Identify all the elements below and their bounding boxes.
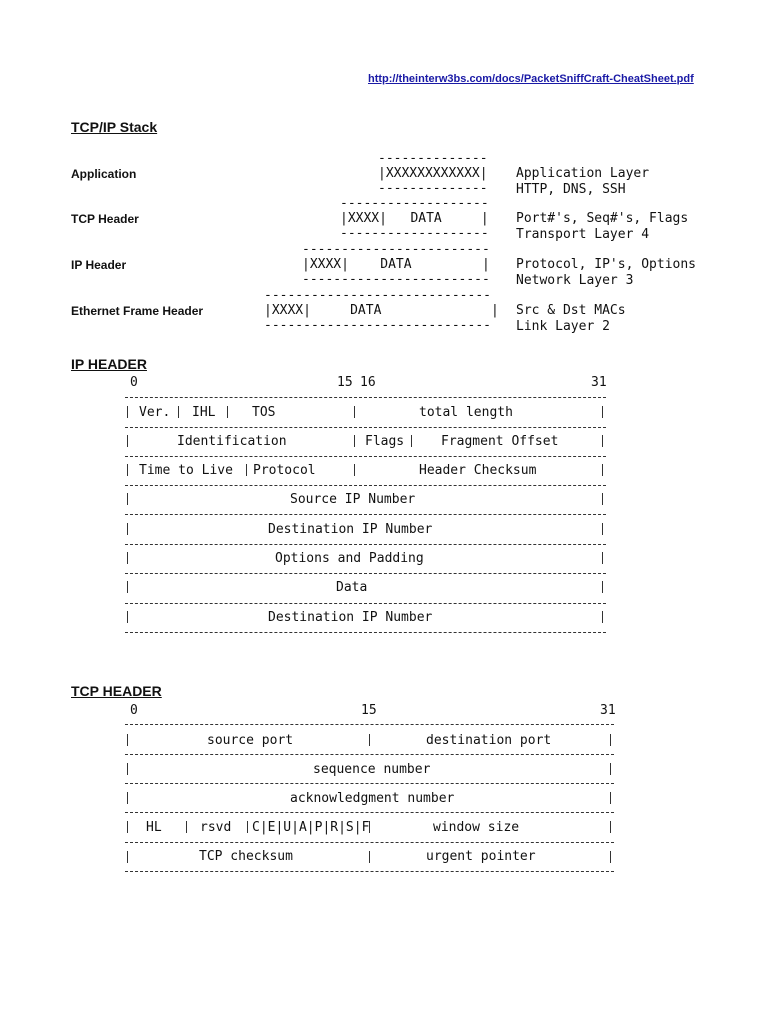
- tcp-bit-0: 0: [130, 703, 138, 718]
- ip-bit-15: 15: [337, 375, 353, 390]
- ip-field-protocol: Protocol: [253, 463, 316, 478]
- tcp-field-rsvd: rsvd: [200, 820, 232, 835]
- ip-bit-0: 0: [130, 375, 138, 390]
- stack-box-ethernet: ----------------------------- |XXXX| DATA | -----------------------------: [264, 288, 499, 333]
- stack-desc-application: Application Layer HTTP, DNS, SSH: [516, 166, 650, 197]
- stack-desc-tcp: Port#'s, Seq#'s, Flags Transport Layer 4: [516, 211, 689, 242]
- tcp-field-source-port: source port: [207, 733, 294, 748]
- ip-header-heading: IP HEADER: [71, 356, 147, 372]
- ip-field-destination-ip-2: Destination IP Number: [268, 610, 433, 625]
- stack-box-application: -------------- |XXXXXXXXXXXX| --------------: [378, 151, 488, 196]
- tcpip-stack-heading: TCP/IP Stack: [71, 119, 158, 135]
- tcp-field-checksum: TCP checksum: [199, 849, 293, 864]
- stack-label-ip: IP Header: [71, 258, 127, 272]
- tcp-bit-31: 31: [600, 703, 616, 718]
- tcp-field-destination-port: destination port: [426, 733, 552, 748]
- cheatsheet-link[interactable]: http://theinterw3bs.com/docs/PacketSniffCraft-CheatSheet.pdf: [368, 73, 694, 85]
- ip-field-tos: TOS: [252, 405, 276, 420]
- stack-box-tcp: ------------------- |XXXX| DATA | -------------------: [340, 196, 489, 241]
- tcp-field-ack-number: acknowledgment number: [290, 791, 455, 806]
- stack-desc-ethernet: Src & Dst MACs Link Layer 2: [516, 303, 626, 334]
- stack-label-application: Application: [71, 167, 137, 181]
- tcp-field-sequence-number: sequence number: [313, 762, 431, 777]
- ip-field-flags: Flags: [365, 434, 405, 449]
- tcp-field-window-size: window size: [433, 820, 520, 835]
- ip-field-header-checksum: Header Checksum: [419, 463, 537, 478]
- stack-desc-ip: Protocol, IP's, Options Network Layer 3: [516, 257, 697, 288]
- ip-field-source-ip: Source IP Number: [290, 492, 416, 507]
- tcp-field-hl: HL: [146, 820, 162, 835]
- ip-field-destination-ip: Destination IP Number: [268, 522, 433, 537]
- ip-field-identification: Identification: [177, 434, 287, 449]
- ip-field-fragment-offset: Fragment Offset: [441, 434, 559, 449]
- tcp-field-flags: C|E|U|A|P|R|S|F: [252, 820, 370, 835]
- ip-field-options-padding: Options and Padding: [275, 551, 424, 566]
- ip-field-ttl: Time to Live: [139, 463, 233, 478]
- tcp-field-urgent-pointer: urgent pointer: [426, 849, 536, 864]
- ip-field-ihl: IHL: [192, 405, 216, 420]
- ip-field-version: Ver.: [139, 405, 171, 420]
- ip-bit-31: 31: [591, 375, 607, 390]
- ip-bit-16: 16: [360, 375, 376, 390]
- tcp-header-heading: TCP HEADER: [71, 683, 162, 699]
- ip-field-total-length: total length: [419, 405, 513, 420]
- tcp-bit-15: 15: [361, 703, 377, 718]
- stack-box-ip: ------------------------ |XXXX| DATA | ------------------------: [302, 242, 490, 287]
- stack-label-tcp: TCP Header: [71, 212, 139, 226]
- stack-label-ethernet: Ethernet Frame Header: [71, 304, 204, 318]
- ip-field-data: Data: [336, 580, 368, 595]
